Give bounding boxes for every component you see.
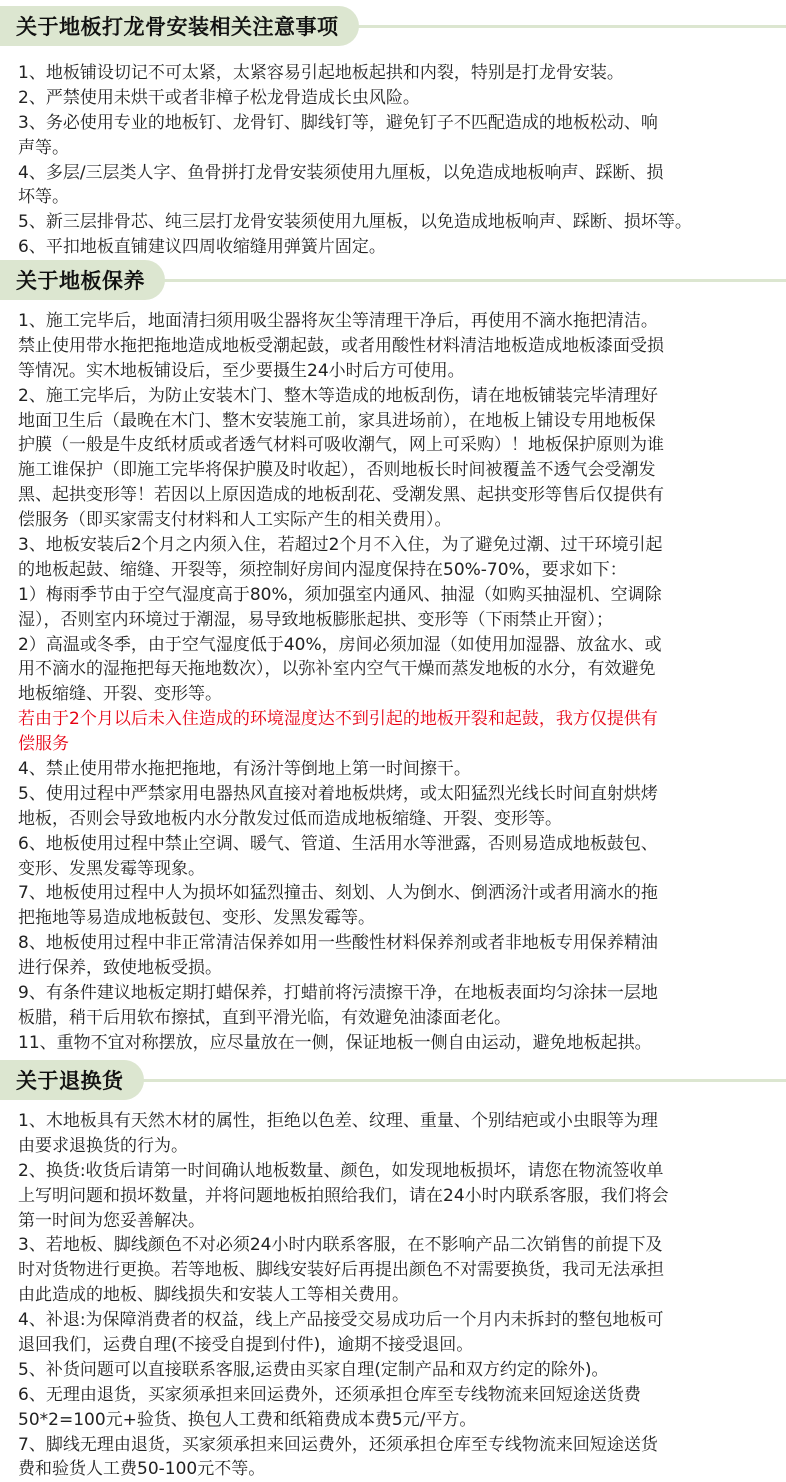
text-line: 施工谁保护（即施工完毕将保护膜及时收起），否则地板长时间被覆盖不透气会受潮发 <box>18 460 656 481</box>
text-line: 50*2=100元+验货、换包人工费和纸箱费成本费5元/平方。 <box>18 1409 477 1430</box>
text-line: 地面卫生后（最晚在木门、整木安装施工前，家具进场前），在地板上铺设专用地板保 <box>18 410 656 431</box>
warning-text-line: 若由于2个月以后未入住造成的环境湿度达不到引起的地板开裂和起鼓，我方仅提供有 <box>18 709 658 730</box>
text-line: 由此造成的地板、脚线损失和安装人工等相关费用。 <box>18 1285 409 1306</box>
section-body <box>0 61 786 260</box>
text-line: 8、地板使用过程中非正常清洁保养如用一些酸性材料保养剂或者非地板专用保养精油 <box>18 933 658 954</box>
text-line: 禁止使用带水拖把拖地造成地板受潮起鼓，或者用酸性材料清洁地板造成地板漆面受损 <box>18 335 664 356</box>
section-title: 关于退换货 <box>0 1060 144 1100</box>
text-line: 黑、起拱变形等！若因以上原因造成的地板刮花、受潮发黑、起拱变形等售后仅提供有 <box>18 485 664 506</box>
text-line: 坏等。 <box>18 187 69 208</box>
text-line: 进行保养，致使地板受损。 <box>18 958 222 979</box>
text-line: 2、严禁使用未烘干或者非樟子松龙骨造成长虫风险。 <box>18 87 420 108</box>
text-line: 5、新三层排骨芯、纯三层打龙骨安装须使用九厘板，以免造成地板响声、踩断、损坏等。 <box>18 212 692 233</box>
text-line: 1、木地板具有天然木材的属性，拒绝以色差、纹理、重量、个别结疤或小虫眼等为理 <box>18 1111 658 1131</box>
section-body <box>0 1109 786 1482</box>
text-line: 声等。 <box>18 137 69 158</box>
text-line: 上写明问题和损坏数量，并将问题地板拍照给我们，请在24小时内联系客服，我们将会 <box>18 1185 669 1206</box>
text-line: 4、补退:为保障消费者的权益，线上产品接受交易成功后一个月内未拆封的整包地板可 <box>18 1310 664 1331</box>
text-line: 第一时间为您妥善解决。 <box>18 1210 205 1231</box>
text-line: 3、若地板、脚线颜色不对必须24小时内联系客服，在不影响产品二次销售的前提下及 <box>18 1235 663 1256</box>
text-line: 用不滴水的湿拖把每天拖地数次），以弥补室内空气干燥而蒸发地板的水分，有效避免 <box>18 659 656 680</box>
text-line: 板腊，稍干后用软布擦拭，直到平滑光临，有效避免油漆面老化。 <box>18 1007 511 1028</box>
text-line: 6、无理由退货，买家须承担来回运费外，还须承担仓库至专线物流来回短途送货费 <box>18 1384 641 1405</box>
text-line: 护膜（一般是牛皮纸材质或者透气材料可吸收潮气，网上可采购）！地板保护原则为谁 <box>18 435 664 456</box>
text-line: 变形、发黑发霉等现象。 <box>18 858 205 879</box>
section-installation <box>0 6 786 260</box>
text-line: 费和验货人工费50-100元不等。 <box>18 1459 266 1480</box>
text-line: 3、地板安装后2个月之内须入住，若超过2个月不入住，为了避免过潮、过干环境引起 <box>18 535 663 556</box>
text-line: 7、地板使用过程中人为损坏如猛烈撞击、刻划、人为倒水、倒洒汤汁或者用滴水的拖 <box>18 883 658 904</box>
section-header <box>0 260 786 300</box>
section-header <box>0 1060 786 1100</box>
text-line: 11、重物不宜对称摆放，应尽量放在一侧，保证地板一侧自由运动，避免地板起拱。 <box>18 1032 652 1053</box>
text-line: 等情况。实木地板铺设后，至少要摄生24小时后方可使用。 <box>18 360 465 381</box>
text-line: 7、脚线无理由退货，买家须承担来回运费外，还须承担仓库至专线物流来回短途送货 <box>18 1434 658 1455</box>
text-line: 的地板起鼓、缩缝、开裂等，须控制好房间内湿度保持在50%-70%，要求如下： <box>18 559 627 580</box>
text-line: 地板缩缝、开裂、变形等。 <box>18 684 222 705</box>
text-line: 6、平扣地板直铺建议四周收缩缝用弹簧片固定。 <box>18 237 386 258</box>
text-line: 时对货物进行更换。若等地板、脚线安装好后再提出颜色不对需要换货，我司无法承担 <box>18 1260 664 1281</box>
text-line: 由要求退换货的行为。 <box>18 1135 188 1156</box>
text-line: 5、使用过程中严禁家用电器热风直接对着地板烘烤，或太阳猛烈光线长时间直射烘烤 <box>18 783 658 804</box>
text-line: 把拖地等易造成地板鼓包、变形、发黑发霉等。 <box>18 908 375 929</box>
text-line: 3、务必使用专业的地板钉、龙骨钉、脚线钉等，避免钉子不匹配造成的地板松动、响 <box>18 112 658 133</box>
text-line: 2、换货:收货后请第一时间确认地板数量、颜色，如发现地板损坏，请您在物流签收单 <box>18 1160 664 1181</box>
text-line: 5、补货问题可以直接联系客服,运费由买家自理(定制产品和双方约定的除外)。 <box>18 1359 609 1380</box>
text-line: 4、多层/三层类人字、鱼骨拼打龙骨安装须使用九厘板，以免造成地板响声、踩断、损 <box>18 162 664 183</box>
text-line: 1、施工完毕后，地面清扫须用吸尘器将灰尘等清理干净后，再使用不滴水拖把清洁。 <box>18 311 658 331</box>
text-line: 4、禁止使用带水拖把拖地，有汤汁等倒地上第一时间擦干。 <box>18 759 471 780</box>
text-line: 6、地板使用过程中禁止空调、暖气、管道、生活用水等泄露，否则易造成地板鼓包、 <box>18 833 658 854</box>
section-returns <box>0 1060 786 1482</box>
text-line: 1、地板铺设切记不可太紧，太紧容易引起地板起拱和内裂，特别是打龙骨安装。 <box>18 63 624 83</box>
text-line: 9、有条件建议地板定期打蜡保养，打蜡前将污渍擦干净，在地板表面均匀涂抹一层地 <box>18 983 658 1004</box>
warning-text-line: 偿服务 <box>18 734 69 755</box>
text-line: 退回我们，运费自理(不接受自提到付件)，逾期不接受退回。 <box>18 1335 474 1356</box>
section-maintenance <box>0 260 786 1056</box>
text-line: 2、施工完毕后，为防止安装木门、整木等造成的地板刮伤，请在地板铺装完毕清理好 <box>18 385 658 406</box>
section-body <box>0 309 786 1056</box>
text-line: 1）梅雨季节由于空气湿度高于80%，须加强室内通风、抽湿（如购买抽湿机、空调除 <box>18 584 662 605</box>
text-line: 2）高温或冬季，由于空气湿度低于40%，房间必须加湿（如使用加湿器、放盆水、或 <box>18 634 662 655</box>
section-header <box>0 6 786 46</box>
text-line: 偿服务（即买家需支付材料和人工实际产生的相关费用）。 <box>18 510 452 531</box>
text-line: 湿），否则室内环境过于潮湿，易导致地板膨胀起拱、变形等（下雨禁止开窗）； <box>18 609 613 630</box>
section-title: 关于地板保养 <box>0 260 165 300</box>
text-line: 地板，否则会导致地板内水分散发过低而造成地板缩缝、开裂、变形等。 <box>18 808 562 829</box>
section-title: 关于地板打龙骨安装相关注意事项 <box>0 6 359 46</box>
